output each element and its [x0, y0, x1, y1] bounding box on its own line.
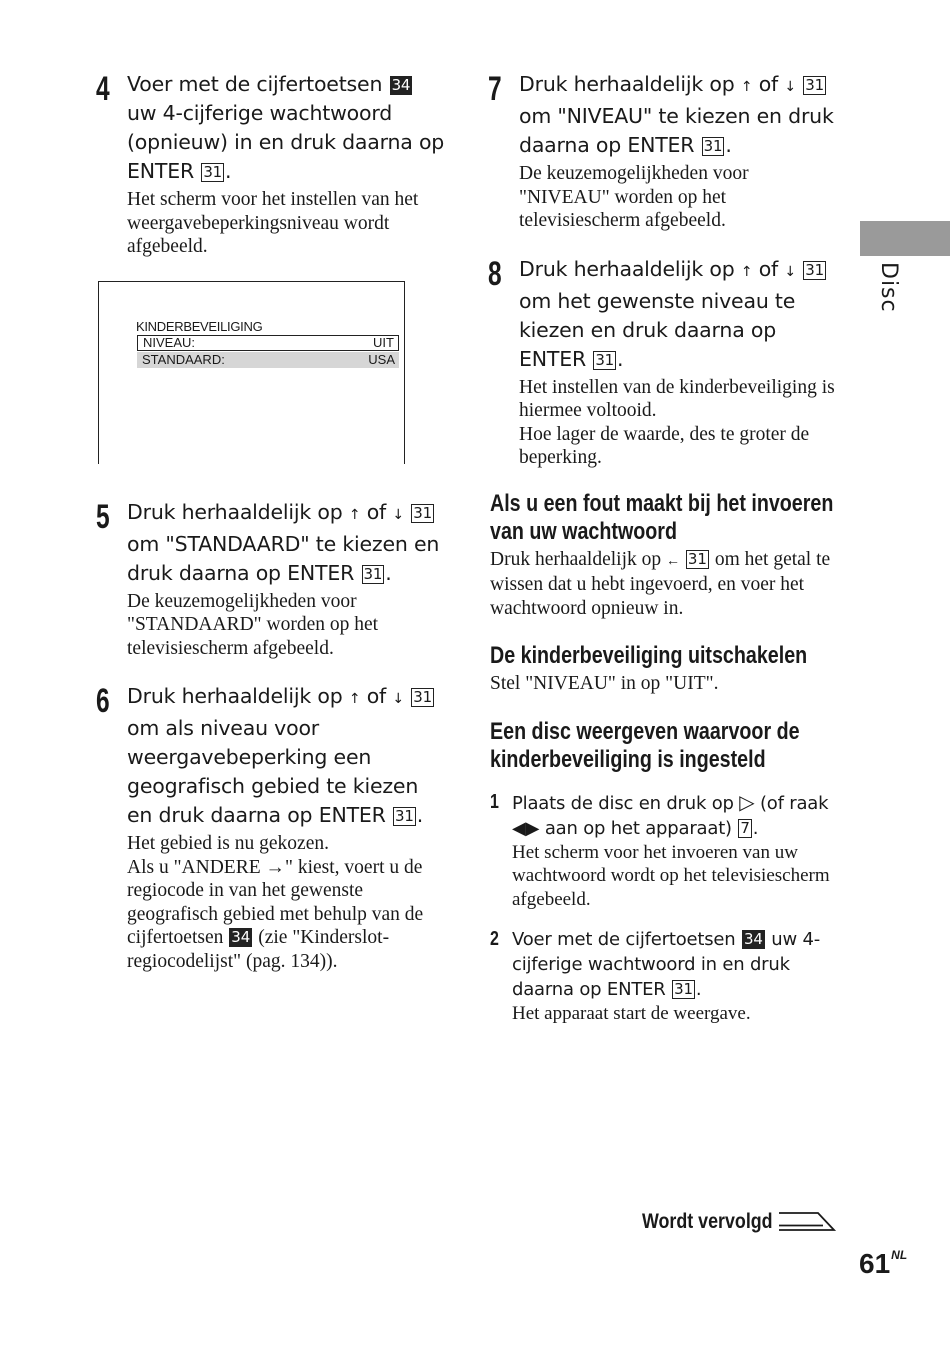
section-tab-marker	[860, 221, 950, 256]
step-5	[96, 498, 446, 661]
section-wrong-password	[488, 490, 843, 621]
section-text: Stel "NIVEAU" in op "UIT".	[490, 673, 719, 694]
step-description: Het scherm voor het instellen van het weergavebeperkingsniveau wordt afgebeeld.	[127, 189, 419, 257]
key-34-icon: 34	[391, 76, 411, 94]
section-disable-lock	[488, 642, 843, 696]
language-code: NL	[891, 1248, 908, 1262]
arrow-up-icon: ↑	[348, 506, 361, 523]
arrow-right-icon: →	[265, 856, 285, 878]
continued-label: Wordt vervolgd	[642, 1210, 773, 1233]
key-31-icon: 31	[687, 549, 707, 568]
key-34-icon: 34	[744, 930, 763, 948]
key-31-icon: 31	[674, 980, 693, 998]
step-description: De keuzemogelijkheden voor "NIVEAU" worden op het televisiescherm afgebeeld.	[519, 163, 749, 231]
arrow-up-icon: ↑	[740, 79, 753, 95]
substep-instruction: Voer met de cijfertoetsen 34 uw 4-cijferige wachtwoord in en druk daarna op ENTER 31 .	[512, 929, 821, 1000]
side-section-label: Disc	[876, 262, 901, 313]
substep-instruction: Plaats de disc en druk op ▷ (of raak ◀▶ aan op het apparaat) 7 .	[512, 789, 829, 839]
arrow-down-icon: ↓	[392, 691, 404, 707]
step-7	[488, 70, 843, 233]
key-7-icon: 7	[740, 818, 750, 837]
arrow-up-icon: ↑	[740, 263, 753, 280]
step-description: Het instellen van de kinderbeveiliging is hiermee voltooid. Hoe lager de waarde, des te groter de beperking.	[519, 376, 835, 468]
step-number: 7	[488, 70, 502, 108]
arrow-down-icon: ↓	[784, 263, 796, 280]
screen-title: KINDERBEVEILIGING	[136, 318, 263, 334]
key-31-icon: 31	[413, 688, 432, 706]
section-text: Druk herhaaldelijk op ← 31 om het getal te wissen dat u hebt ingevoerd, en voer het wachtwoord opnieuw in.	[490, 548, 831, 619]
step-description: De keuzemogelijkheden voor "STANDAARD" worden op het televisiescherm afgebeeld.	[127, 590, 379, 659]
step-number: 6	[96, 682, 110, 720]
key-31-icon: 31	[805, 260, 824, 279]
left-column	[96, 70, 446, 995]
step-number: 8	[488, 254, 502, 293]
play-pause-touch-icon: ◀▶	[512, 817, 540, 839]
screen-row-standaard: STANDAARD: USA	[137, 352, 399, 368]
step-instruction: Druk herhaaldelijk op ↑ of ↓ 31 om "STANDAARD" te kiezen en druk daarna op ENTER 31 .	[127, 499, 440, 585]
substep-2	[488, 927, 843, 1026]
step-6	[96, 682, 446, 973]
substep-1	[488, 790, 843, 912]
substep-description: Het scherm voor het invoeren van uw wachtwoord wordt op het televisiescherm afgebeeld.	[512, 841, 830, 910]
tv-screen-illustration	[98, 281, 405, 464]
substep-description: Het apparaat start de weergave.	[512, 1003, 751, 1024]
right-column	[488, 70, 843, 1026]
step-number: 4	[96, 70, 110, 108]
section-heading: Een disc weergeven waarvoor de kinderbeveiliging is ingesteld	[490, 717, 800, 773]
step-instruction: Druk herhaaldelijk op ↑ of ↓ 31 om "NIVEAU" te kiezen en druk daarna op ENTER 31 .	[519, 72, 834, 157]
continue-arrow-icon	[778, 1210, 838, 1232]
page-number: $61^{NL}$	[859, 1248, 908, 1279]
substep-number: 2	[490, 928, 499, 950]
arrow-down-icon: ↓	[784, 79, 796, 95]
arrow-left-icon: ←	[666, 553, 680, 569]
step-4	[96, 70, 446, 259]
key-31-icon: 31	[203, 163, 223, 181]
section-heading: Als u een fout maakt bij het invoeren van uw wachtwoord	[490, 489, 834, 545]
substep-number: 1	[490, 790, 499, 813]
key-31-icon: 31	[703, 137, 723, 155]
key-31-icon: 31	[805, 76, 824, 94]
arrow-up-icon: ↑	[348, 691, 361, 707]
key-34-icon: 34	[231, 928, 251, 946]
step-instruction: Druk herhaaldelijk op ↑ of ↓ 31 om als niveau voor weergavebeperking een geografisch gebied te kiezen en druk daarna op ENTER 31 .	[127, 684, 432, 827]
key-31-icon: 31	[395, 807, 414, 825]
step-instruction: Voer met de cijfertoetsen 34 uw 4-cijferige wachtwoord (opnieuw) in en druk daarna op ENTER 31 .	[127, 72, 445, 183]
arrow-down-icon: ↓	[392, 506, 404, 523]
section-play-locked-disc	[488, 718, 843, 1026]
key-31-icon: 31	[363, 564, 383, 583]
play-icon: ▷	[739, 789, 755, 814]
screen-row-niveau: NIVEAU: UIT	[137, 335, 399, 351]
step-number: 5	[96, 497, 110, 536]
key-31-icon: 31	[413, 503, 432, 522]
section-heading: De kinderbeveiliging uitschakelen	[490, 642, 808, 669]
step-instruction: Druk herhaaldelijk op ↑ of ↓ 31 om het gewenste niveau te kiezen en druk daarna op ENTER 31 .	[519, 256, 824, 371]
key-31-icon: 31	[595, 350, 615, 369]
step-8	[488, 255, 843, 470]
step-description: Het gebied is nu gekozen. Als u "ANDERE →" kiest, voert u de regiocode in van het gewenste geografisch gebied met behulp van de cijfertoetsen 34 (zie "Kinderslot-regiocodelijst" (pag. 134)).	[127, 833, 424, 972]
